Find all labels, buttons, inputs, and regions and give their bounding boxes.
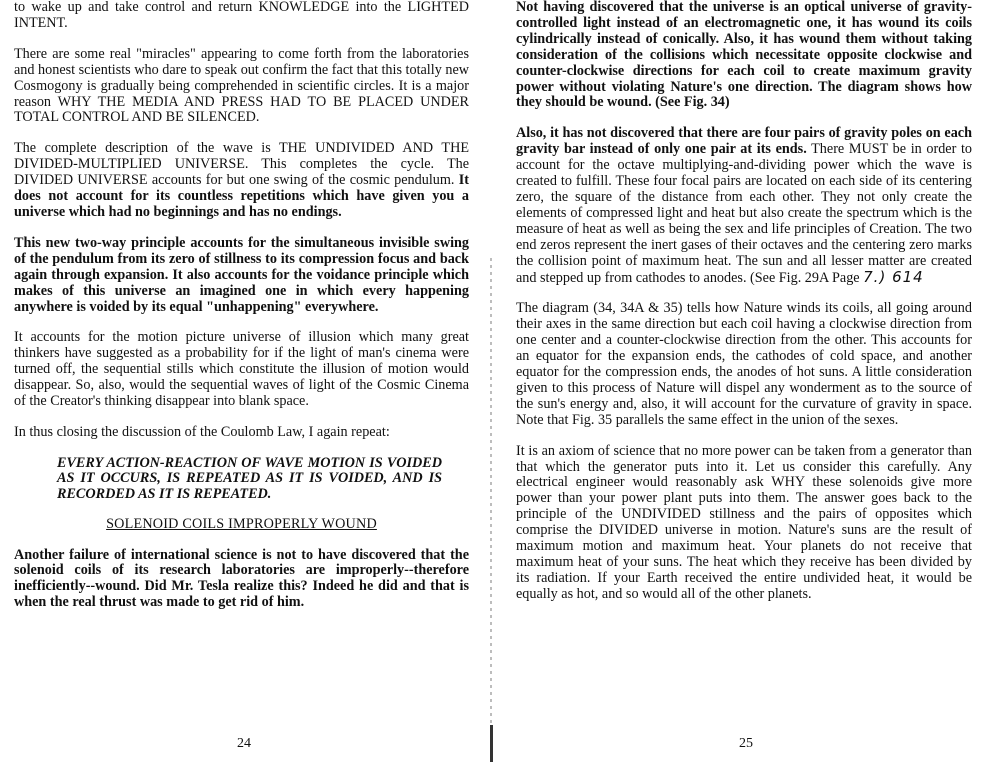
paragraph: It accounts for the motion picture universe of illusion which many great thinkers have suggested as a probability for if the light of man's cinema were turned off, the sequential stills which constitute the illusion of motion would disappear. So, also, would the sequential waves of light of the Cosmic Cinema of the Creator's thinking disappear into blank space. bbox=[14, 329, 469, 410]
left-page bbox=[14, 0, 469, 762]
paragraph-bold-text: It does not account for its countless repetitions which have given you a universe which had no beginnings and has no endings. bbox=[14, 172, 470, 220]
paragraph: In thus closing the discussion of the Coulomb Law, I again repeat: bbox=[14, 423, 390, 440]
paragraph: It is an axiom of science that no more power can be taken from a generator than that which the generator puts into it. Let us consider this carefully. Any electrical engineer would reasonably ask WHY these solenoids give more power than your power plant puts into them. The answer goes back to the principle of the UNDIVIDED stillness and the pairs of opposites which comprise the DIVIDED universe in motion. Nature's suns are the result of maximum motion and maximum heat. Your planets do not receive that maximum heat of your suns. The heat which they receive has been divided by its radiation. If your Earth received the entire undivided heat, it would be equally as hot, and so would all of the other planets. bbox=[516, 442, 972, 602]
paragraph: This new two-way principle accounts for the simultaneous invisible swing of the pendulum from its zero of stillness to its compression focus and back again through expansion. It also accounts for the voidance principle which makes of this universe an imagined one in which every happening anywhere is voided by its equal "unhappening" everywhere. bbox=[14, 234, 469, 315]
paragraph-text: There MUST be in order to account for the octave multiplying-and-dividing power which the wave is created to fulfill. These four focal pairs are located on each side of its centering zero, the square of the distance from each other. They not only create the elements of compressed light and heat but also create the spectrum which is the measure of heat as well as being the sex and life principles of Creation. The two end zeros represent the inert gases of their octaves and the centering zero marks the collision point of maximum heat. The sun and all lesser matter are created and stepped up from cathodes to anodes. (See Fig. 29A Page bbox=[516, 141, 972, 286]
page-number-right: 25 bbox=[739, 736, 753, 751]
gutter-shadow bbox=[490, 725, 493, 762]
paragraph: Another failure of international science is not to have discovered that the solenoid coils of its research laboratories are improperly--therefore inefficiently--wound. Did Mr. Tesla realize this? Indeed he did and that is when the real thrust was made to get rid of him. bbox=[14, 546, 469, 611]
section-heading: SOLENOID COILS IMPROPERLY WOUND bbox=[106, 515, 377, 532]
paragraph bbox=[516, 126, 972, 286]
paragraph bbox=[14, 141, 469, 221]
paragraph: to wake up and take control and return KNOWLEDGE into the LIGHTED INTENT. bbox=[14, 0, 469, 31]
gutter-line bbox=[490, 258, 492, 762]
right-page bbox=[516, 0, 972, 762]
block-quote: EVERY ACTION-REACTION OF WAVE MOTION IS VOIDED AS IT OCCURS, IS REPEATED AS IT IS VOIDED, AND IS RECORDED AS IT IS REPEATED. bbox=[57, 454, 442, 503]
handwritten-annotation: 7.) 614 bbox=[863, 267, 924, 286]
paragraph: There are some real "miracles" appearing to come forth from the laboratories and honest scientists who dare to speak out confirm the fact that this totally new Cosmogony is gradually being comprehended in scientific circles. It is a major reason WHY THE MEDIA AND PRESS HAD TO BE PLACED UNDER TOTAL CONTROL AND BE SILENCED. bbox=[14, 45, 469, 126]
paragraph: Not having discovered that the universe is an optical universe of gravity-controlled light instead of an electromagnetic one, it has wound its coils cylindrically instead of conically. Also, it has wound them without taking consideration of the collisions which necessitate opposite clockwise and counter-clockwise directions for each coil to create maximum gravity power without violating Nature's one direction. The diagram shows how they should be wound. (See Fig. 34) bbox=[516, 0, 972, 111]
paragraph-text: The complete description of the wave is THE UNDIVIDED AND THE DIVIDED-MULTIPLIED UNIVERSE. This completes the cycle. The DIVIDED UNIVERSE accounts for but one swing of the cosmic pendulum. bbox=[14, 140, 469, 189]
paragraph-bold-text: Also, it has not discovered that there are four pairs of gravity poles on each gravity bar instead of only one pair at its ends. bbox=[516, 125, 972, 158]
paragraph: The diagram (34, 34A & 35) tells how Nature winds its coils, all going around their axes in the same direction but each coil having a clockwise direction from one center and a counter-clockwise direction from the other. This accounts for an equator for the expansion ends, the cathodes of cold space, and another equator for the compression ends, the anodes of hot suns. A little consideration given to this process of Nature will dispel any wonderment as to the source of the sun's energy and, also, it will account for the curvature of gravity in space. Note that Fig. 35 parallels the same effect in the union of the sexes. bbox=[516, 300, 972, 428]
page-number-left: 24 bbox=[237, 736, 251, 751]
